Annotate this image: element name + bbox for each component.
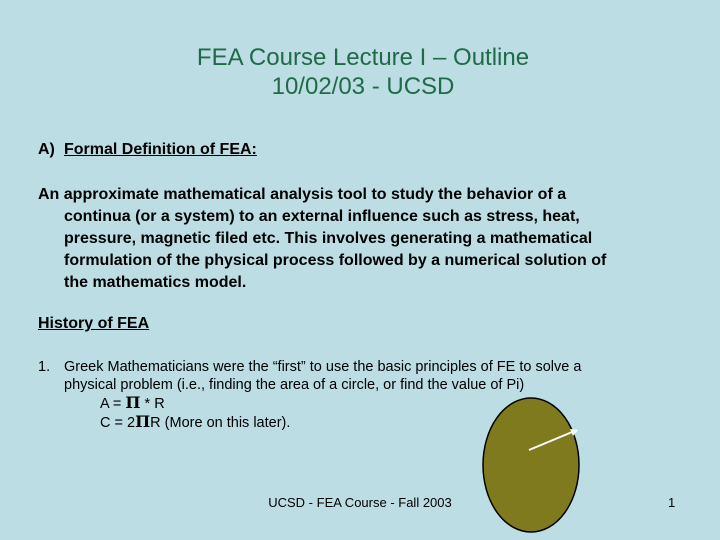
slide-footer: UCSD - FEA Course - Fall 2003 (268, 495, 452, 510)
pi-symbol: Π (125, 393, 141, 412)
definition-line: the mathematics model. (64, 274, 247, 291)
title-line-1: FEA Course Lecture I – Outline (196, 44, 530, 71)
item-line-2: physical problem (i.e., finding the area of a circle, or find the value of Pi) (64, 377, 525, 393)
circle-diagram (480, 395, 582, 535)
item-text: Greek Mathematicians were the “first” to use the basic principles of FE to solve a (64, 359, 582, 375)
pi-symbol: Π (135, 412, 151, 431)
formula-text: * R (140, 396, 165, 412)
formula-text: R (More on this later). (150, 415, 291, 431)
definition-line: formulation of the physical process followed by a numerical solution of (64, 252, 607, 269)
page-number: 1 (668, 495, 676, 510)
circumference-formula (38, 413, 708, 432)
formal-definition-link[interactable]: Formal Definition of FEA: (64, 141, 257, 158)
definition-line: An approximate mathematical analysis tool to study the behavior of a (38, 186, 567, 203)
definition-line: continua (or a system) to an external influence such as stress, heat, (64, 208, 580, 225)
formula-text: A = (100, 396, 126, 412)
item-line-1 (38, 358, 708, 376)
slide-title (0, 43, 720, 101)
formula-text: C = 2 (100, 415, 136, 431)
section-a-label: A) (38, 141, 55, 158)
item-number: 1. (38, 359, 51, 375)
title-line-2: 10/02/03 - UCSD (271, 73, 455, 100)
section-a-heading (38, 141, 257, 159)
definition-line: pressure, magnetic filed etc. This involves generating a mathematical (64, 230, 593, 247)
circle-shape (483, 398, 579, 532)
history-of-fea-link[interactable]: History of FEA (38, 315, 150, 332)
list-item (38, 358, 708, 432)
area-formula (38, 394, 708, 413)
definition-paragraph (38, 184, 698, 294)
